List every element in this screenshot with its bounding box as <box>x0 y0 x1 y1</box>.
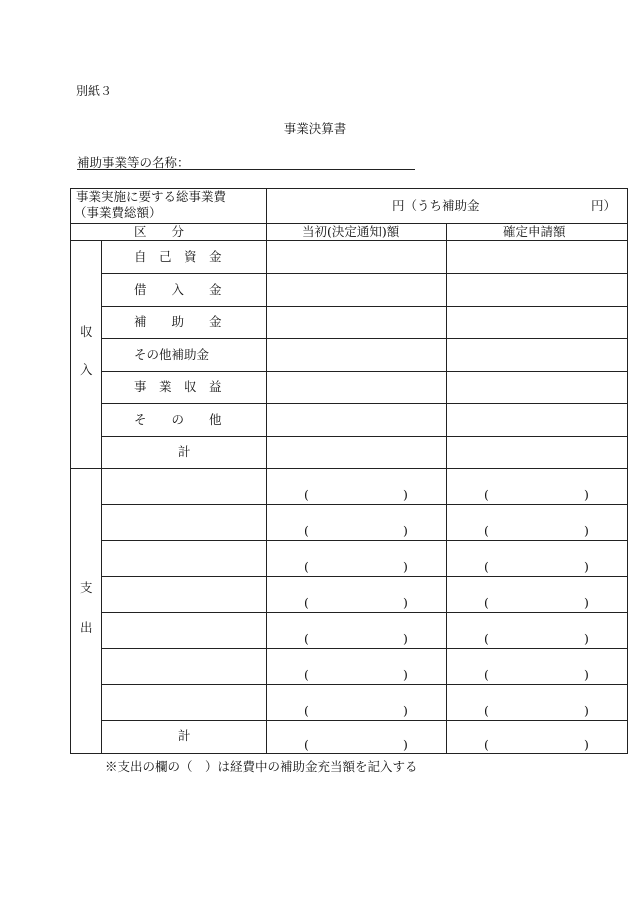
paren-close-initial-7: ) <box>403 703 408 718</box>
paren-open-final-4: ( <box>484 595 489 610</box>
paren-open-final-5: ( <box>484 631 489 646</box>
total-cost-value-suffix: 円） <box>591 198 617 213</box>
paren-close-final-6: ) <box>584 667 589 682</box>
paren-close-initial-3: ) <box>403 559 408 574</box>
paren-close-initial-6: ) <box>403 667 408 682</box>
paren-close-final-8: ) <box>584 737 589 752</box>
paren-close-final-3: ) <box>584 559 589 574</box>
expense-label-2: 出 <box>80 620 93 635</box>
paren-close-final-5: ) <box>584 631 589 646</box>
annex-label: 別紙３ <box>76 84 113 98</box>
income-row-subsidy: 補 助 金 <box>134 314 222 329</box>
col-header-category: 区 分 <box>134 224 185 239</box>
paren-open-final-7: ( <box>484 703 489 718</box>
paren-open-final-3: ( <box>484 559 489 574</box>
paren-open-final-2: ( <box>484 523 489 538</box>
paren-open-initial-2: ( <box>304 523 309 538</box>
expense-label-1: 支 <box>80 580 93 595</box>
document-title: 事業決算書 <box>283 121 347 136</box>
expense-row-total: 計 <box>178 728 191 743</box>
paren-open-initial-5: ( <box>304 631 309 646</box>
paren-open-final-6: ( <box>484 667 489 682</box>
paren-open-initial-3: ( <box>304 559 309 574</box>
settlement-table <box>70 188 628 754</box>
paren-open-initial-1: ( <box>304 487 309 502</box>
paren-close-initial-2: ) <box>403 523 408 538</box>
col-header-final: 確定申請額 <box>503 224 566 239</box>
income-row-borrowings: 借 入 金 <box>134 282 222 297</box>
paren-close-initial-5: ) <box>403 631 408 646</box>
income-label-1: 収 <box>80 324 93 339</box>
paren-close-initial-1: ) <box>403 487 408 502</box>
project-name-field[interactable] <box>77 153 415 170</box>
table-grid <box>70 188 628 754</box>
total-cost-label-line2: （事業費総額） <box>74 205 162 220</box>
total-cost-label-line1: 事業実施に要する総事業費 <box>76 189 227 204</box>
income-row-own-funds: 自 己 資 金 <box>134 249 222 264</box>
project-name-label: 補助事業等の名称： <box>77 155 190 170</box>
paren-close-initial-8: ) <box>403 737 408 752</box>
paren-close-initial-4: ) <box>403 595 408 610</box>
footer-note: ※支出の欄の（ ）は経費中の補助金充当額を記入する <box>105 759 418 774</box>
paren-close-final-4: ) <box>584 595 589 610</box>
paren-close-final-2: ) <box>584 523 589 538</box>
total-cost-value-prefix: 円（うち補助金 <box>392 198 480 213</box>
paren-close-final-7: ) <box>584 703 589 718</box>
paren-open-final-8: ( <box>484 737 489 752</box>
income-row-total: 計 <box>178 444 191 459</box>
paren-close-final-1: ) <box>584 487 589 502</box>
col-header-initial: 当初(決定通知)額 <box>302 224 400 239</box>
income-row-other-subsidy: その他補助金 <box>134 347 210 362</box>
paren-open-initial-4: ( <box>304 595 309 610</box>
income-label-2: 入 <box>80 362 93 377</box>
paren-open-initial-6: ( <box>304 667 309 682</box>
income-row-business-revenue: 事 業 収 益 <box>134 379 222 394</box>
paren-open-initial-8: ( <box>304 737 309 752</box>
paren-open-initial-7: ( <box>304 703 309 718</box>
paren-open-final-1: ( <box>484 487 489 502</box>
income-row-other: そ の 他 <box>134 412 222 427</box>
